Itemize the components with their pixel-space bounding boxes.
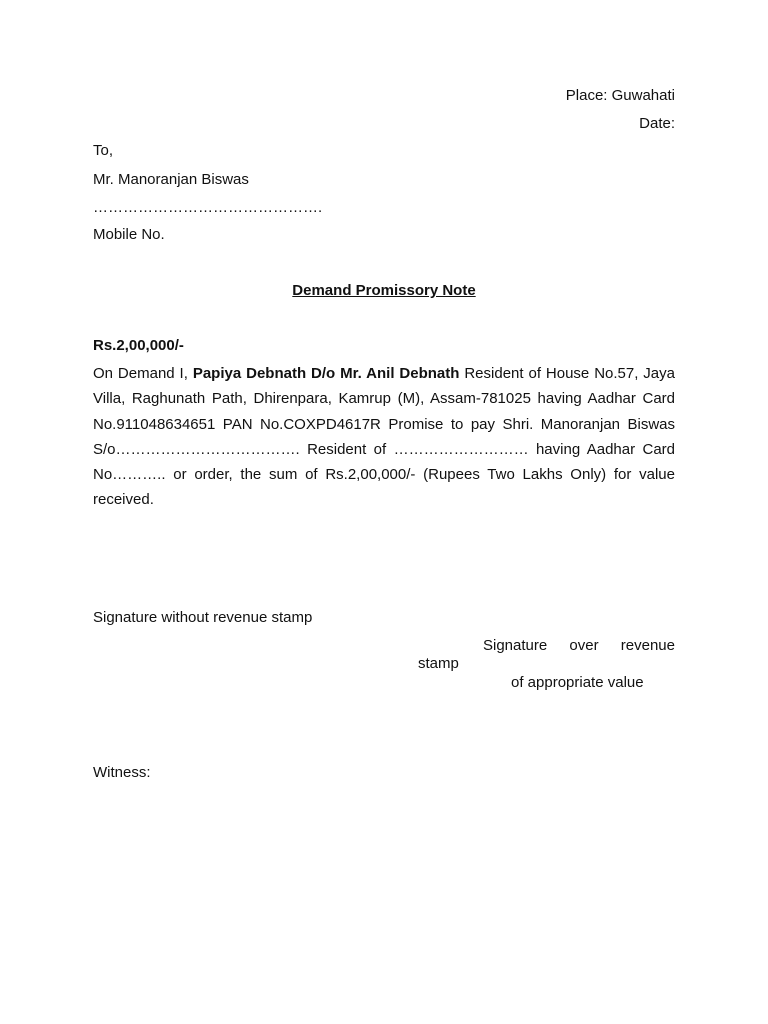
note-body-paragraph (93, 361, 675, 513)
witness-label: Witness: (93, 764, 151, 781)
document-title: Demand Promissory Note (292, 282, 476, 299)
signature-over-stamp-line2: stamp (418, 655, 459, 672)
amount-heading: Rs.2,00,000/- (93, 337, 184, 354)
signature-without-stamp: Signature without revenue stamp (93, 609, 313, 626)
signature-over-stamp-line1: Signature over revenue (483, 637, 675, 654)
body-prefix: On Demand I, (93, 365, 193, 382)
recipient-mobile: Mobile No. (93, 226, 165, 243)
recipient-address-dots: ………………………………………. (93, 199, 323, 216)
borrower-name: Papiya Debnath D/o Mr. Anil Debnath (192, 365, 460, 382)
to-salutation: To, (93, 142, 114, 159)
place-line: Place: Guwahati (565, 87, 675, 104)
date-line: Date: (639, 115, 675, 132)
body-rest: Resident of House No.57, Jaya Villa, Raghunath Path, Dhirenpara, Kamrup (M), Assam-781025 having Aadhar Card No.911048634651 PAN No.COXPD4617R Promise to pay Shri. Manoranjan Biswas S/o………………………………. Resident of ……………………… having Aadhar Card No……….. or order, the sum of Rs.2,00,000/- (Rupees Two Lakhs Only) for value received. (93, 365, 675, 509)
recipient-name: Mr. Manoranjan Biswas (93, 171, 249, 188)
signature-over-stamp-line3: of appropriate value (511, 674, 644, 691)
